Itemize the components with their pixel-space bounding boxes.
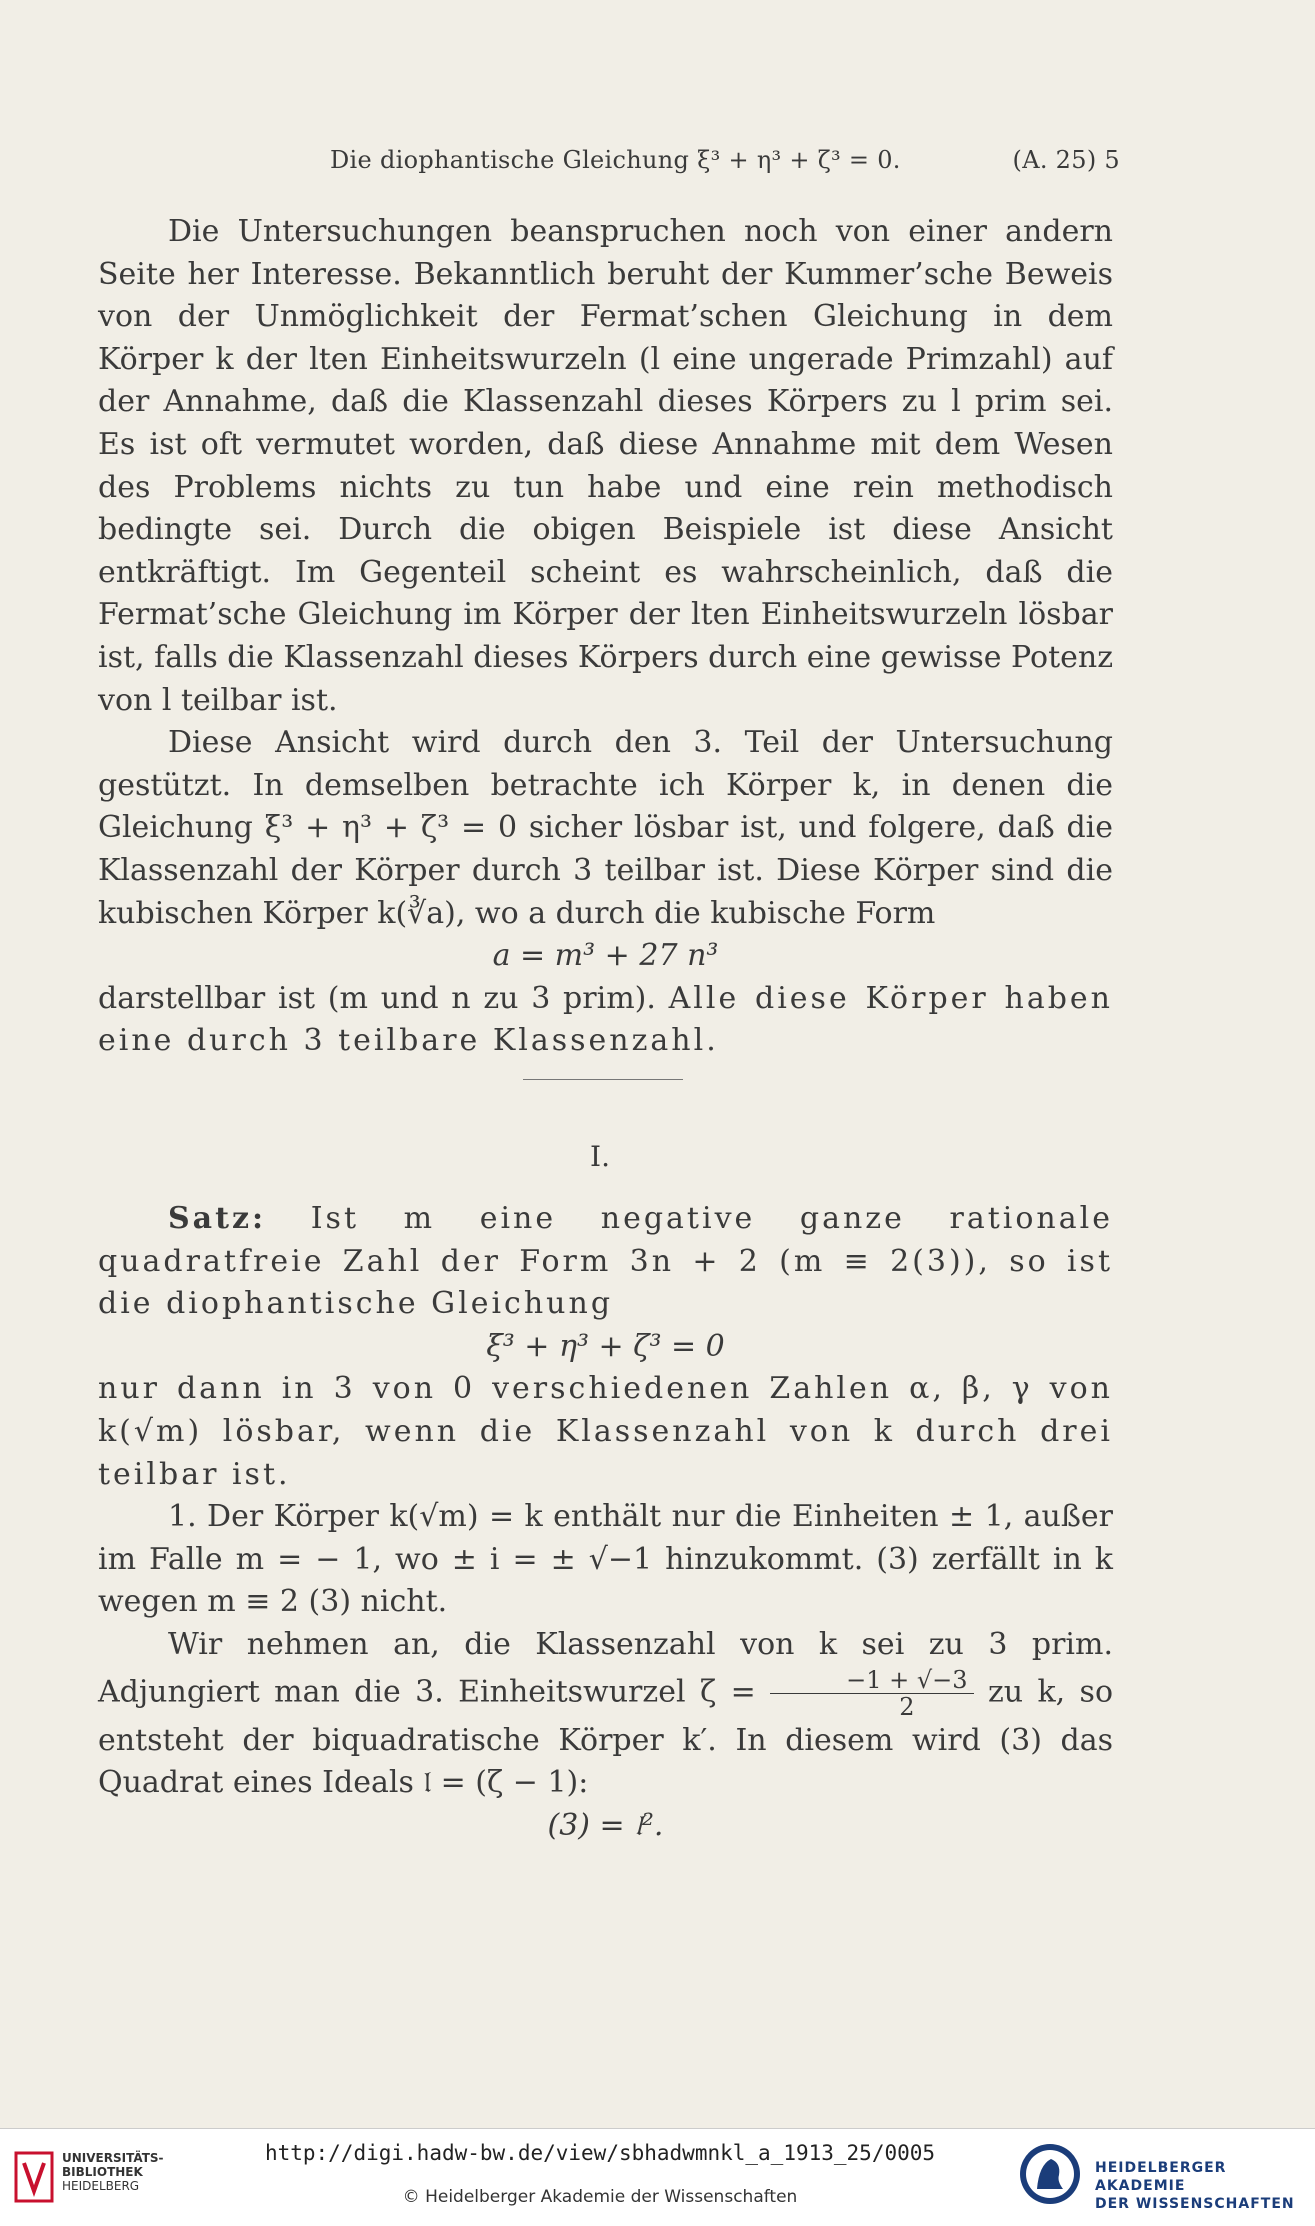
header-title: Die diophantische Gleichung ξ³ + η³ + ζ³ = 0. (330, 146, 901, 174)
satz-paragraph (98, 1198, 1113, 1326)
academy-name: HEIDELBERGER AKADEMIE DER WISSENSCHAFTEN (1095, 2160, 1295, 2212)
formula-diophantine: ξ³ + η³ + ζ³ = 0 (486, 1328, 725, 1364)
academy-seal-icon (1017, 2141, 1083, 2207)
satz-continuation: nur dann in 3 von 0 verschiedenen Zahlen α, β, γ von k(√m) lösbar, wenn die Klassenzahl von k durch drei teilbar ist. (98, 1371, 1113, 1492)
paragraph-3-text: darstellbar ist (m und n zu 3 prim). (98, 980, 656, 1016)
page-reference: (A. 25) 5 (1012, 146, 1120, 174)
section-divider (523, 1079, 683, 1080)
running-header (330, 146, 1120, 174)
paragraph-5 (98, 1624, 1113, 1805)
satz-text: Ist m eine negative ganze rationale quadratfreie Zahl der Form 3n + 2 (m ≡ 2(3)), so ist die diophantische Gleichung (98, 1201, 1113, 1322)
formula-cubic-form: a = m³ + 27 n³ (492, 938, 719, 974)
paragraph-1: Die Untersuchungen beanspruchen noch von einer andern Seite her Interesse. Bekanntlich beruht der Kummer’sche Beweis von der Unmöglichkeit der Fermat’schen Gleichung in dem Körper k der lten Einheitswurzeln (l eine ungerade Primzahl) auf der Annahme, daß die Klassenzahl dieses Körpers zu l prim sei. Es ist oft vermutet worden, daß diese Annahme mit dem Wesen des Problems nichts zu tun habe und eine rein methodisch bedingte sei. Durch die obigen Beispiele ist diese Ansicht entkräftigt. Im Gegenteil scheint es wahrscheinlich, daß die Fermat’sche Gleichung im Körper der lten Einheitswurzeln lösbar ist, falls die Klassenzahl dieses Körpers durch eine gewisse Potenz von l teilbar ist. (98, 214, 1113, 718)
paragraph-5-start: Wir nehmen an, die Klassenzahl von k sei zu 3 prim. Adjungiert man die 3. Einheitswurzel ζ = (98, 1626, 1113, 1710)
paragraph-4: 1. Der Körper k(√m) = k enthält nur die Einheiten ± 1, außer im Falle m = − 1, wo ± i = ± √−1 hinzukommt. (3) zerfällt in k wegen m ≡ 2 (3) nicht. (98, 1499, 1113, 1620)
fraction-numerator: −1 + √−3 (770, 1667, 973, 1694)
theorem-text (98, 1198, 1113, 1847)
intro-text (98, 211, 1113, 1063)
copyright-notice: © Heidelberger Akademie der Wissenschaften (402, 2187, 798, 2207)
source-url-link[interactable]: http://digi.hadw-bw.de/view/sbhadwmnkl_a_1913_25/0005 (264, 2141, 936, 2165)
paragraph-2: Diese Ansicht wird durch den 3. Teil der Untersuchung gestützt. In demselben betrachte ich Körper k, in denen die Gleichung ξ³ + η³ + ζ³ = 0 sicher lösbar ist, und folgere, daß die Klassenzahl der Körper durch 3 teilbar ist. Diese Körper sind die kubischen Körper k(∛a), wo a durch die kubische Form (98, 725, 1113, 931)
paragraph-3-spaced: Alle diese Körper haben eine durch 3 teilbare Klassenzahl. (98, 980, 1113, 1059)
university-library-logo-icon (14, 2151, 54, 2203)
fraction-denominator: 2 (899, 1692, 915, 1721)
fraction (770, 1667, 973, 1720)
formula-ideal: (3) = 𝔩². (547, 1807, 664, 1843)
paragraph-5-end: zu k, so entsteht der biquadratische Körper k′. In diesem wird (3) das Quadrat eines Ideals 𝔩 = (ζ − 1): (98, 1674, 1114, 1801)
university-library-name: UNIVERSITÄTS- BIBLIOTHEK HEIDELBERG (62, 2151, 164, 2193)
paragraph-3 (98, 978, 1113, 1063)
satz-label: Satz: (168, 1201, 267, 1236)
footer-bar (0, 2128, 1315, 2226)
section-heading: I. (590, 1140, 610, 1173)
